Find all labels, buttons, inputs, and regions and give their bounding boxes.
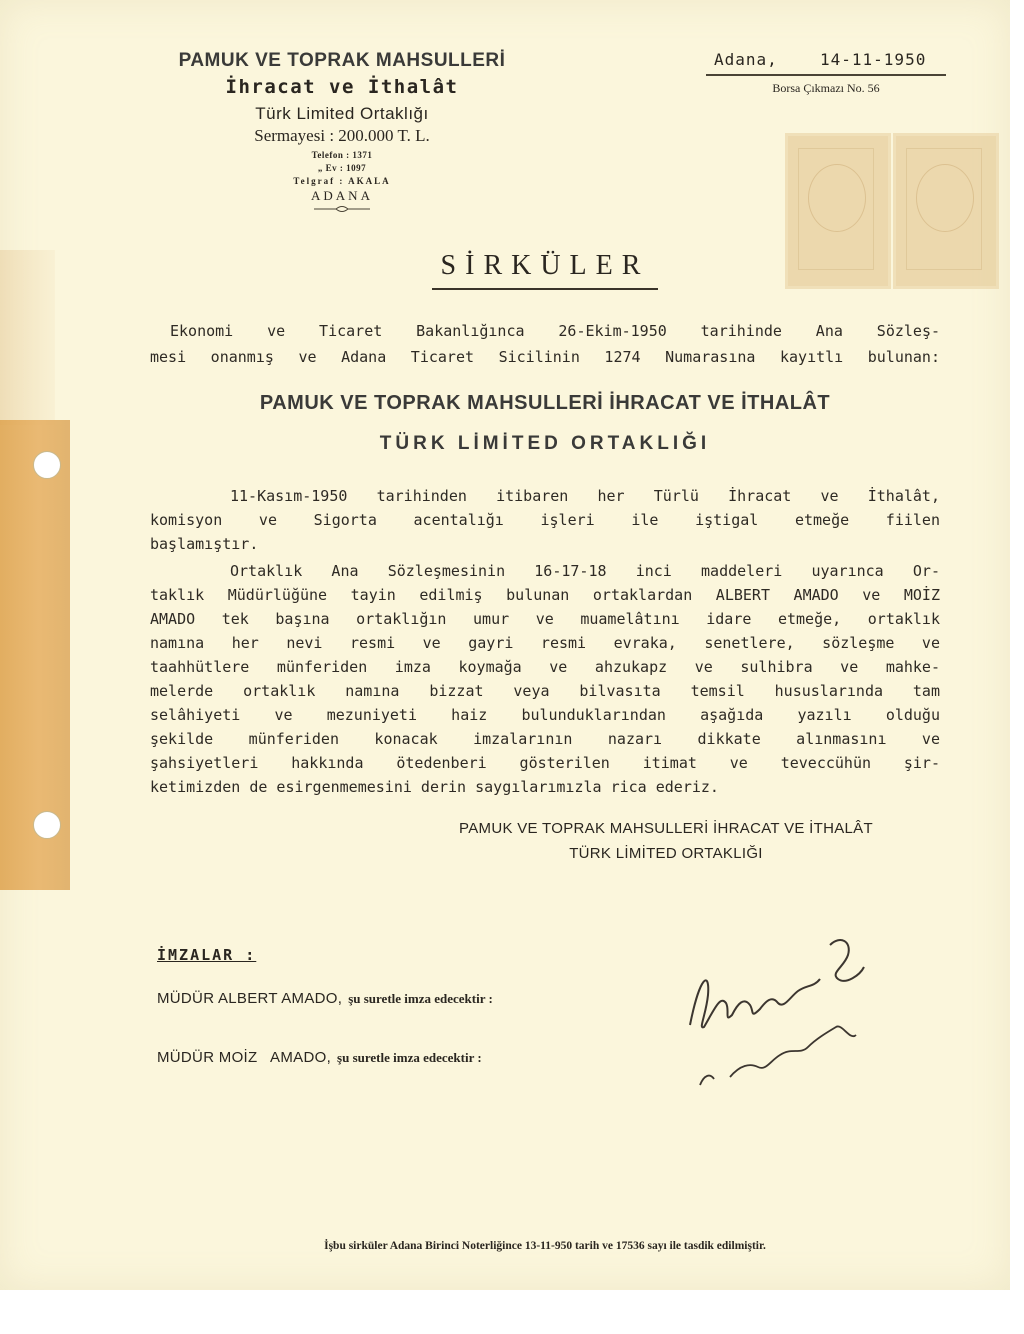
notary-footer: İşbu sirküler Adana Birinci Noterliğince 13-11-950 tarih ve 17536 sayı ile tasdik edilmiştir. [324,1240,766,1252]
letterhead-phone: Telefon : 1371 [311,150,373,160]
paragraph-line: 11-Kasım-1950 tarihinden itibaren her Türlü İhracat ve İthalât, [230,487,940,505]
intro-line: Ekonomi ve Ticaret Bakanlığınca 26-Ekim-1950 tarihinde Ana Sözleş- [170,322,940,340]
punch-hole [33,811,61,839]
paragraph-line: komisyon ve Sigorta acentalığı işleri ile iştigal etmeğe fiilen [150,511,940,529]
letterhead-trade-line: İhracat ve İthalât [225,76,459,98]
company-address: Borsa Çıkmazı No. 56 [772,81,880,95]
signer-name: MÜDÜR ALBERT AMADO, [157,990,343,1007]
paragraph-line: taahhütlere münferiden imza koymağa ve ahzukapz ve sulhibra ve mahke- [150,658,940,676]
paragraph-line: namına her nevi resmi ve gayri resmi evraka, senetlere, sözleşme ve [150,634,940,652]
paragraph-line: taklık Müdürlüğüne tayin edilmiş bulunan ortaklardan ALBERT AMADO ve MOİZ [150,586,940,604]
letterhead-capital: Sermayesi : 200.000 T. L. [254,126,430,145]
signer-name: MÜDÜR MOİZ AMADO, [157,1049,332,1066]
revenue-stamp [893,133,999,289]
signer-note: şu suretle imza edecektir : [337,1050,482,1065]
closing-company-type: TÜRK LİMİTED ORTAKLIĞI [569,845,763,862]
letterhead-company-name: PAMUK VE TOPRAK MAHSULLERİ [178,50,506,71]
revenue-stamp [785,133,891,289]
letterhead-home-phone: „ Ev : 1097 [317,163,367,173]
closing-company-name: PAMUK VE TOPRAK MAHSULLERİ İHRACAT VE İTHALÂT [459,820,873,837]
paragraph-line: Ortaklık Ana Sözleşmesinin 16-17-18 inci maddeleri uyarınca Or- [230,562,940,580]
date-city: Adana, [714,50,778,69]
letterhead-company-type: Türk Limited Ortaklığı [255,104,429,123]
date-value: 14-11-1950 [820,50,927,69]
company-name-heading: PAMUK VE TOPRAK MAHSULLERİ İHRACAT VE İTHALÂT [259,392,831,414]
paragraph-line: melerde ortaklık namına bizzat veya bilvasıta temsil hususlarında tam [150,682,940,700]
letterhead-telegraph: Telgraf : AKALA [293,176,391,186]
signer-note: şu suretle imza edecektir : [348,991,493,1006]
signatures-heading: İMZALAR : [157,946,257,964]
paragraph-line: şahsiyetleri hakkında ötedenberi gösterilen itimat ve teveccühün şir- [150,754,940,772]
document-title: SİRKÜLER [432,248,658,290]
company-type-heading: TÜRK LİMİTED ORTAKLIĞI [379,433,711,454]
date-line [706,46,946,76]
intro-line: mesi onanmış ve Adana Ticaret Sicilinin 1274 Numarasına kayıtlı bulunan: [150,348,940,366]
letterhead-city: ADANA [311,188,373,203]
tape-residue [0,250,55,425]
ornament-divider-icon [312,205,372,213]
punch-hole [33,451,61,479]
signature-row [157,1049,482,1066]
paragraph-line: selâhiyeti ve mezuniyeti haiz bulunduklarından aşağıda yazılı olduğu [150,706,940,724]
signature-row [157,990,493,1007]
paragraph-line: AMADO tek başına ortaklığın umur ve muamelâtını idare etmeğe, ortaklık [150,610,940,628]
paragraph-line: şekilde münferiden konacak imzalarının nazarı dikkate alınmasını ve [150,730,940,748]
paragraph-line: ketimizden de esirgenmemesini derin saygılarımızla rica ederiz. [150,778,719,796]
paragraph-line: başlamıştır. [150,535,259,553]
handwritten-signatures [680,915,880,1095]
